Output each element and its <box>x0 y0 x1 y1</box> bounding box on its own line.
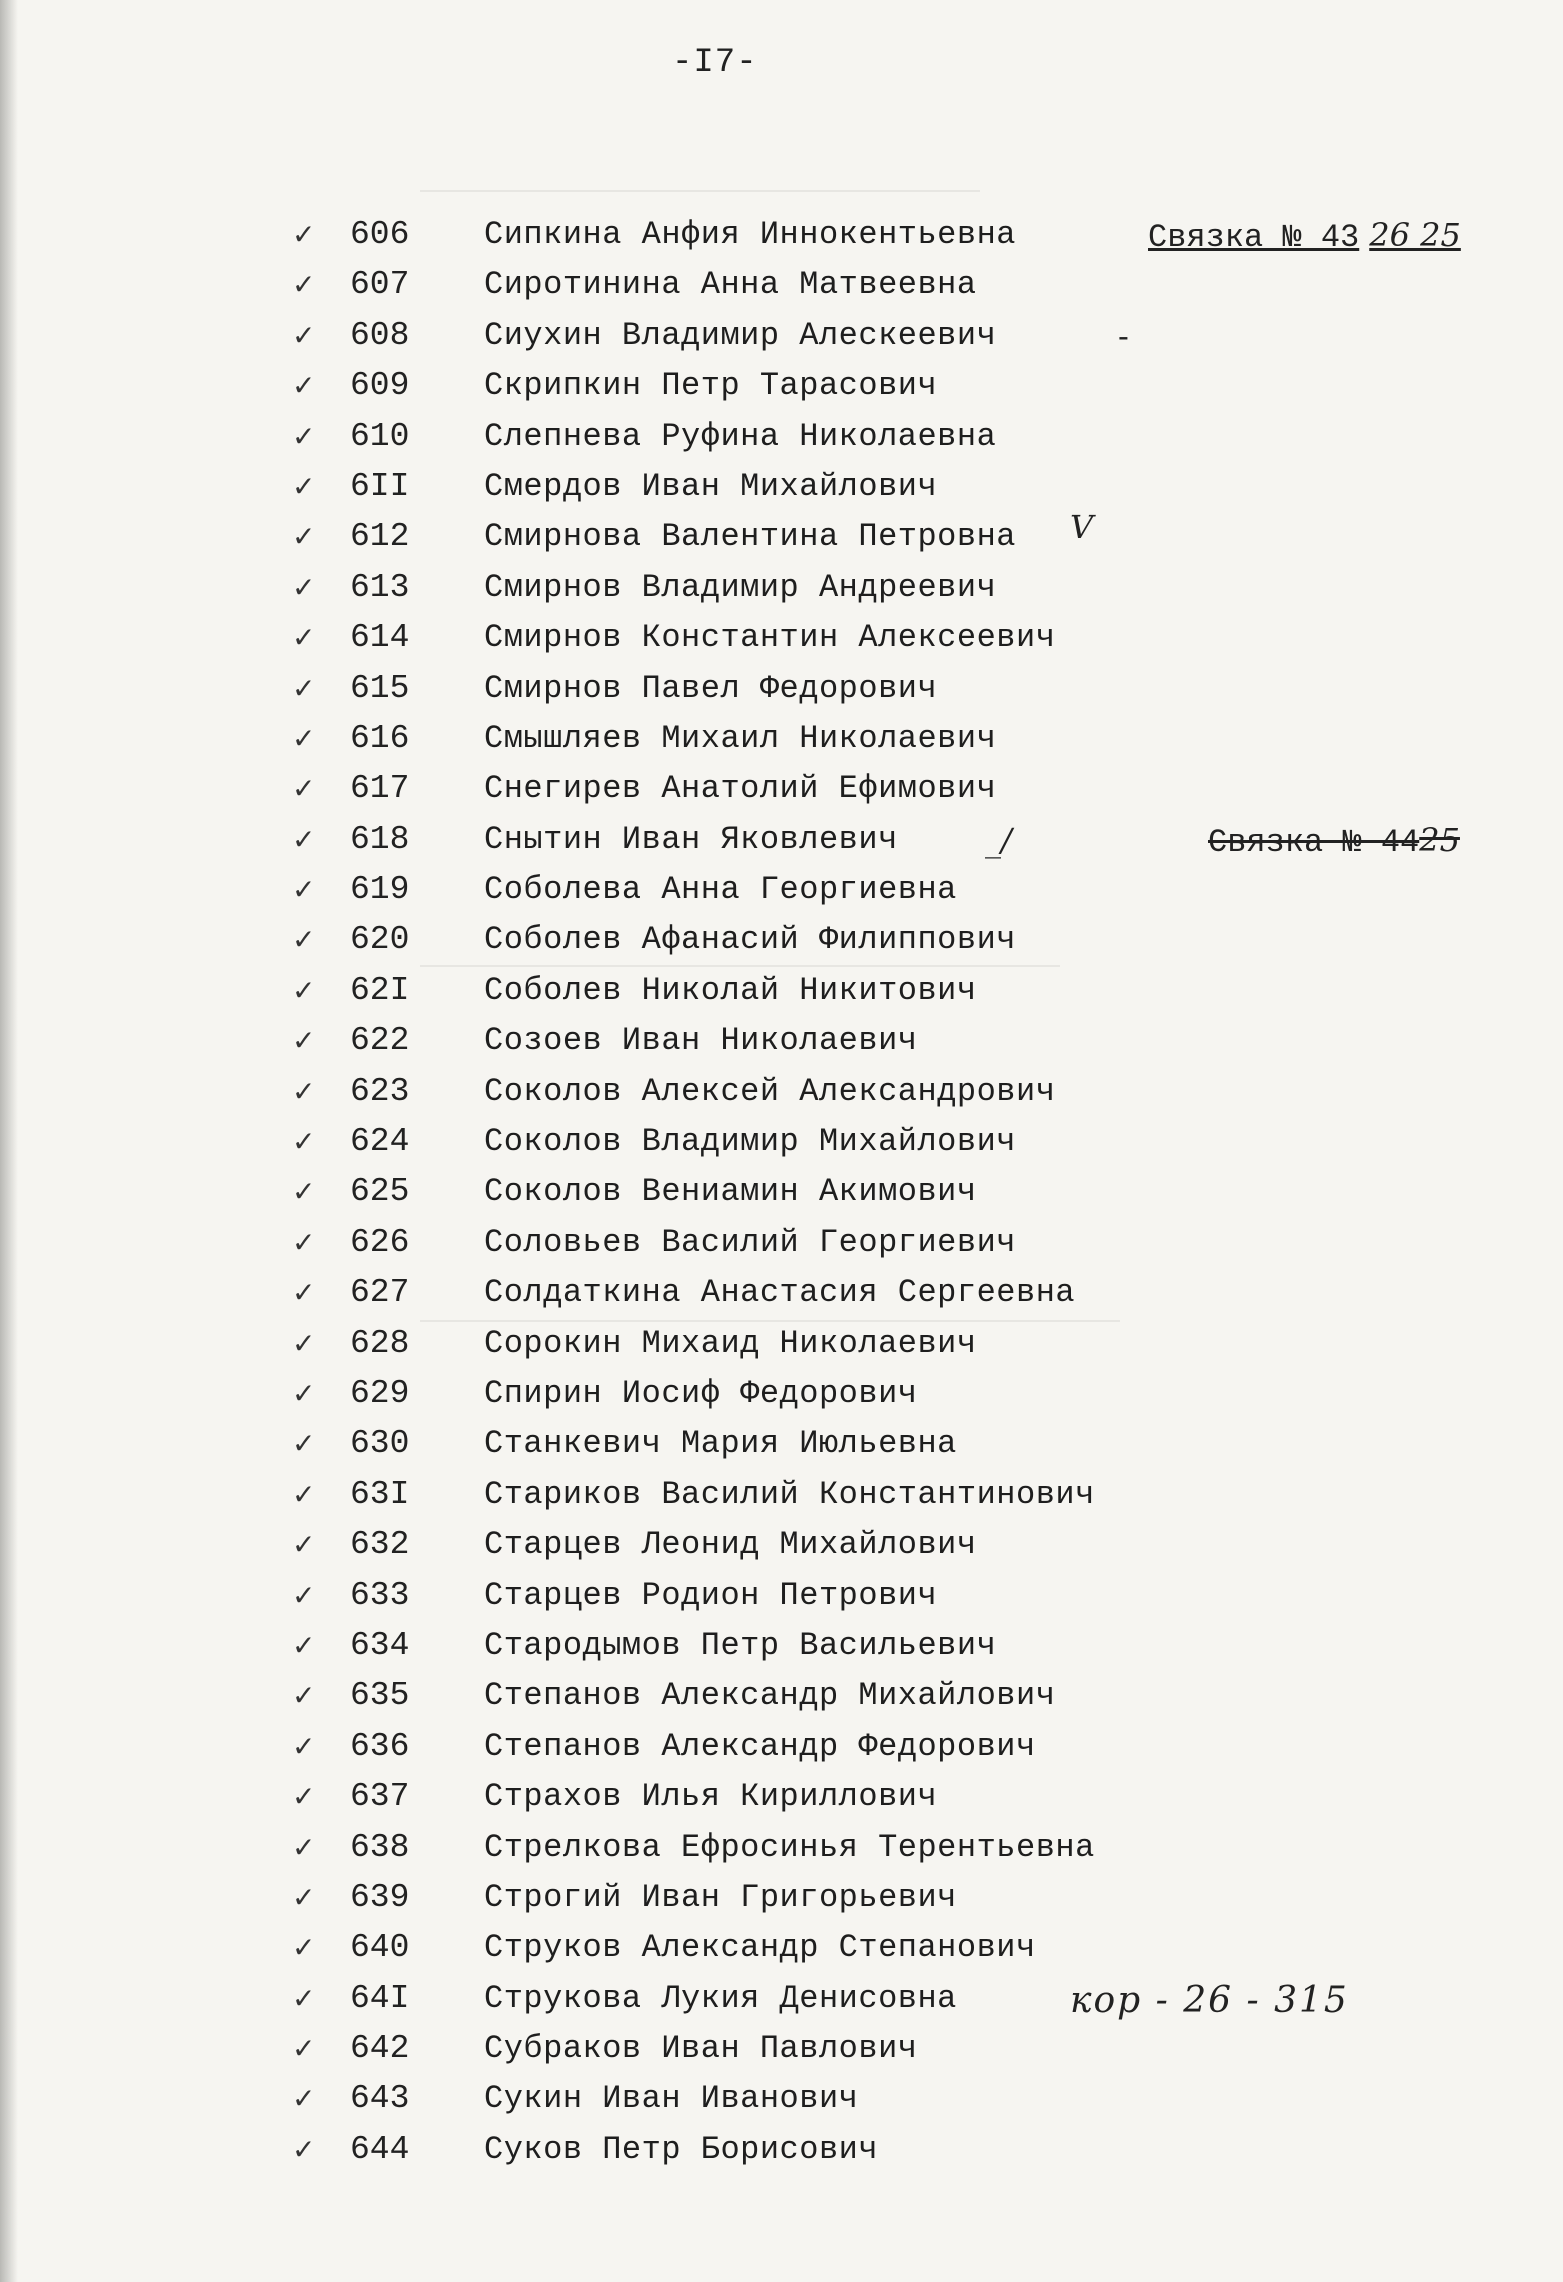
list-item <box>0 1825 1563 1875</box>
list-item <box>0 1875 1563 1925</box>
list-item <box>0 1925 1563 1975</box>
checkmark-icon: ✓ <box>292 520 316 554</box>
entry-number: 625 <box>350 1173 410 1211</box>
entry-number: 642 <box>350 2030 410 2068</box>
entry-number: 626 <box>350 1223 410 1261</box>
entry-number: 613 <box>350 568 410 606</box>
entry-name: Скрипкин Петр Тарасович <box>484 367 938 405</box>
list-item <box>0 817 1563 867</box>
list-item <box>0 716 1563 766</box>
entry-number: 639 <box>350 1878 410 1916</box>
entry-name: Солдаткина Анастасия Сергеевна <box>484 1274 1076 1312</box>
page-number: -I7- <box>672 44 758 82</box>
entry-name: Снегирев Анатолий Ефимович <box>484 770 997 808</box>
entry-number: 617 <box>350 770 410 808</box>
checkmark-icon: ✓ <box>292 772 316 806</box>
entry-number: 628 <box>350 1324 410 1362</box>
checkmark-icon: ✓ <box>292 1830 316 1864</box>
entry-name: Старцев Леонид Михайлович <box>484 1526 977 1564</box>
checkmark-icon: ✓ <box>292 1074 316 1108</box>
entry-name: Субраков Иван Павлович <box>484 2030 918 2068</box>
checkmark-icon: ✓ <box>292 1024 316 1058</box>
entry-number: 638 <box>350 1828 410 1866</box>
checkmark-icon: ✓ <box>292 318 316 352</box>
checkmark-icon: ✓ <box>292 1376 316 1410</box>
entry-list <box>0 212 1563 2177</box>
entry-name: Смирнов Константин Алексеевич <box>484 619 1056 657</box>
entry-name: Соболев Афанасий Филиппович <box>484 921 1016 959</box>
list-item <box>0 1220 1563 1270</box>
checkmark-icon: ✓ <box>292 1225 316 1259</box>
entry-name: Суков Петр Борисович <box>484 2130 879 2168</box>
entry-name: Степанов Александр Федорович <box>484 1727 1036 1765</box>
list-item <box>0 508 1563 564</box>
checkmark-icon: ✓ <box>292 1679 316 1713</box>
entry-name: Сорокин Михаид Николаевич <box>484 1324 977 1362</box>
list-item <box>0 1976 1563 2026</box>
entry-number: 64I <box>350 1979 410 2017</box>
entry-number: 618 <box>350 820 410 858</box>
entry-name: Смердов Иван Михайлович <box>484 467 938 505</box>
entry-number: 610 <box>350 417 410 455</box>
entry-number: 644 <box>350 2130 410 2168</box>
list-item <box>0 2076 1563 2126</box>
checkmark-icon: ✓ <box>292 873 316 907</box>
entry-number: 635 <box>350 1677 410 1715</box>
entry-number: 607 <box>350 266 410 304</box>
checkmark-icon: ✓ <box>292 621 316 655</box>
checkmark-icon: ✓ <box>292 1276 316 1310</box>
list-item <box>0 766 1563 816</box>
entry-name: Старцев Родион Петрович <box>484 1576 938 1614</box>
checkmark-icon: ✓ <box>292 822 316 856</box>
entry-name: Степанов Александр Михайлович <box>484 1677 1056 1715</box>
checkmark-icon: ✓ <box>292 1981 316 2015</box>
list-item <box>0 666 1563 716</box>
list-item <box>0 1724 1563 1774</box>
entry-name: Станкевич Мария Июльевна <box>484 1425 957 1463</box>
entry-number: 622 <box>350 1022 410 1060</box>
entry-number: 63I <box>350 1475 410 1513</box>
entry-number: 643 <box>350 2080 410 2118</box>
checkmark-icon: ✓ <box>292 570 316 604</box>
checkmark-icon: ✓ <box>292 1125 316 1159</box>
checkmark-icon: ✓ <box>292 218 316 251</box>
checkmark-icon: ✓ <box>292 2132 316 2166</box>
entry-note: Связка № 4425 <box>1208 820 1460 861</box>
entry-name: Смирнов Павел Федорович <box>484 669 938 707</box>
list-item <box>0 1169 1563 1219</box>
checkmark-icon: ✓ <box>292 369 316 403</box>
entry-number: 606 <box>350 216 410 253</box>
entry-number: 623 <box>350 1072 410 1110</box>
checkmark-icon: ✓ <box>292 1427 316 1461</box>
list-item <box>0 414 1563 464</box>
entry-number: 624 <box>350 1123 410 1161</box>
checkmark-icon: ✓ <box>292 1175 316 1209</box>
entry-name: Созоев Иван Николаевич <box>484 1022 918 1060</box>
checkmark-icon: ✓ <box>292 1628 316 1662</box>
entry-name: Соколов Вениамин Акимович <box>484 1173 977 1211</box>
list-item <box>0 1673 1563 1723</box>
checkmark-icon: ✓ <box>292 973 316 1007</box>
entry-number: 636 <box>350 1727 410 1765</box>
entry-name: Соболева Анна Георгиевна <box>484 871 957 909</box>
entry-number: 627 <box>350 1274 410 1312</box>
entry-number: 633 <box>350 1576 410 1614</box>
entry-name: Сиухин Владимир Алескеевич <box>484 316 997 354</box>
list-item <box>0 313 1563 363</box>
checkmark-icon: ✓ <box>292 1780 316 1814</box>
entry-name: Соколов Владимир Михайлович <box>484 1123 1016 1161</box>
list-item <box>0 2127 1563 2177</box>
list-item <box>0 867 1563 917</box>
handwritten-note: 25 <box>1419 820 1460 859</box>
entry-name: Соловьев Василий Георгиевич <box>484 1223 1016 1261</box>
entry-name: Струкова Лукия Денисовна <box>484 1979 957 2017</box>
entry-number: 612 <box>350 518 410 556</box>
checkmark-icon: ✓ <box>292 268 316 302</box>
list-item <box>0 1119 1563 1169</box>
entry-number: 6II <box>350 467 410 505</box>
entry-number: 620 <box>350 921 410 959</box>
list-item <box>0 565 1563 615</box>
entry-name: Смышляев Михаил Николаевич <box>484 719 997 757</box>
list-item <box>0 2026 1563 2076</box>
list-item <box>0 615 1563 665</box>
list-item <box>0 1472 1563 1522</box>
entry-number: 634 <box>350 1626 410 1664</box>
entry-note: V <box>1070 508 1094 547</box>
entry-number: 619 <box>350 871 410 909</box>
entry-name: Сукин Иван Иванович <box>484 2080 859 2118</box>
list-item <box>0 363 1563 413</box>
entry-name: Слепнева Руфина Николаевна <box>484 417 997 455</box>
entry-number: 637 <box>350 1778 410 1816</box>
entry-name: Стародымов Петр Васильевич <box>484 1626 997 1664</box>
entry-note: кор - 26 - 315 <box>1070 1979 1349 2021</box>
list-item <box>0 464 1563 514</box>
entry-number: 609 <box>350 367 410 405</box>
checkmark-icon: ✓ <box>292 1528 316 1562</box>
list-item <box>0 1069 1563 1119</box>
checkmark-icon: ✓ <box>292 1477 316 1511</box>
list-item <box>0 1421 1563 1471</box>
entry-name: Спирин Иосиф Федорович <box>484 1374 918 1412</box>
entry-number: 615 <box>350 669 410 707</box>
entry-name: Стариков Василий Константинович <box>484 1475 1095 1513</box>
entry-number: 632 <box>350 1526 410 1564</box>
list-item <box>0 1321 1563 1371</box>
checkmark-icon: ✓ <box>292 469 316 503</box>
entry-name: Струков Александр Степанович <box>484 1929 1036 1967</box>
entry-name: Смирнов Владимир Андреевич <box>484 568 997 606</box>
list-item <box>0 1522 1563 1572</box>
entry-name: Смирнова Валентина Петровна <box>484 518 1016 556</box>
list-item <box>0 1270 1563 1320</box>
list-item <box>0 212 1563 262</box>
checkmark-icon: ✓ <box>292 2082 316 2116</box>
entry-name: Строгий Иван Григорьевич <box>484 1878 957 1916</box>
checkmark-icon: ✓ <box>292 1880 316 1914</box>
checkmark-icon: ✓ <box>292 1931 316 1965</box>
checkmark-icon: ✓ <box>292 671 316 705</box>
list-item <box>0 1371 1563 1421</box>
list-item <box>0 1018 1563 1068</box>
entry-number: 608 <box>350 316 410 354</box>
bleed-through-line <box>420 190 980 192</box>
entry-number: 640 <box>350 1929 410 1967</box>
entry-name: Сиротинина Анна Матвеевна <box>484 266 977 304</box>
handwritten-note: 26 25 <box>1369 216 1461 254</box>
entry-number: 614 <box>350 619 410 657</box>
checkmark-icon: ✓ <box>292 923 316 957</box>
entry-note: - <box>1118 316 1129 355</box>
entry-name: Снытин Иван Яковлевич <box>484 820 898 858</box>
entry-name: Страхов Илья Кириллович <box>484 1778 938 1816</box>
checkmark-icon: ✓ <box>292 1729 316 1763</box>
list-item <box>0 1774 1563 1824</box>
entry-number: 62I <box>350 971 410 1009</box>
entry-name: Сипкина Анфия Иннокентьевна <box>484 216 1016 253</box>
checkmark-icon: ✓ <box>292 1326 316 1360</box>
list-item <box>0 1623 1563 1673</box>
entry-name: Стрелкова Ефросинья Терентьевна <box>484 1828 1095 1866</box>
checkmark-icon: ✓ <box>292 721 316 755</box>
checkmark-icon: ✓ <box>292 2032 316 2066</box>
entry-number: 616 <box>350 719 410 757</box>
list-item <box>0 1573 1563 1623</box>
entry-note: Связка № 43 26 25 <box>1148 216 1461 256</box>
list-item <box>0 968 1563 1018</box>
entry-name: Соколов Алексей Александрович <box>484 1072 1056 1110</box>
entry-note: _/ <box>985 820 1012 859</box>
checkmark-icon: ✓ <box>292 1578 316 1612</box>
entry-number: 630 <box>350 1425 410 1463</box>
entry-name: Соболев Николай Никитович <box>484 971 977 1009</box>
checkmark-icon: ✓ <box>292 419 316 453</box>
entry-number: 629 <box>350 1374 410 1412</box>
list-item <box>0 917 1563 967</box>
list-item <box>0 262 1563 312</box>
